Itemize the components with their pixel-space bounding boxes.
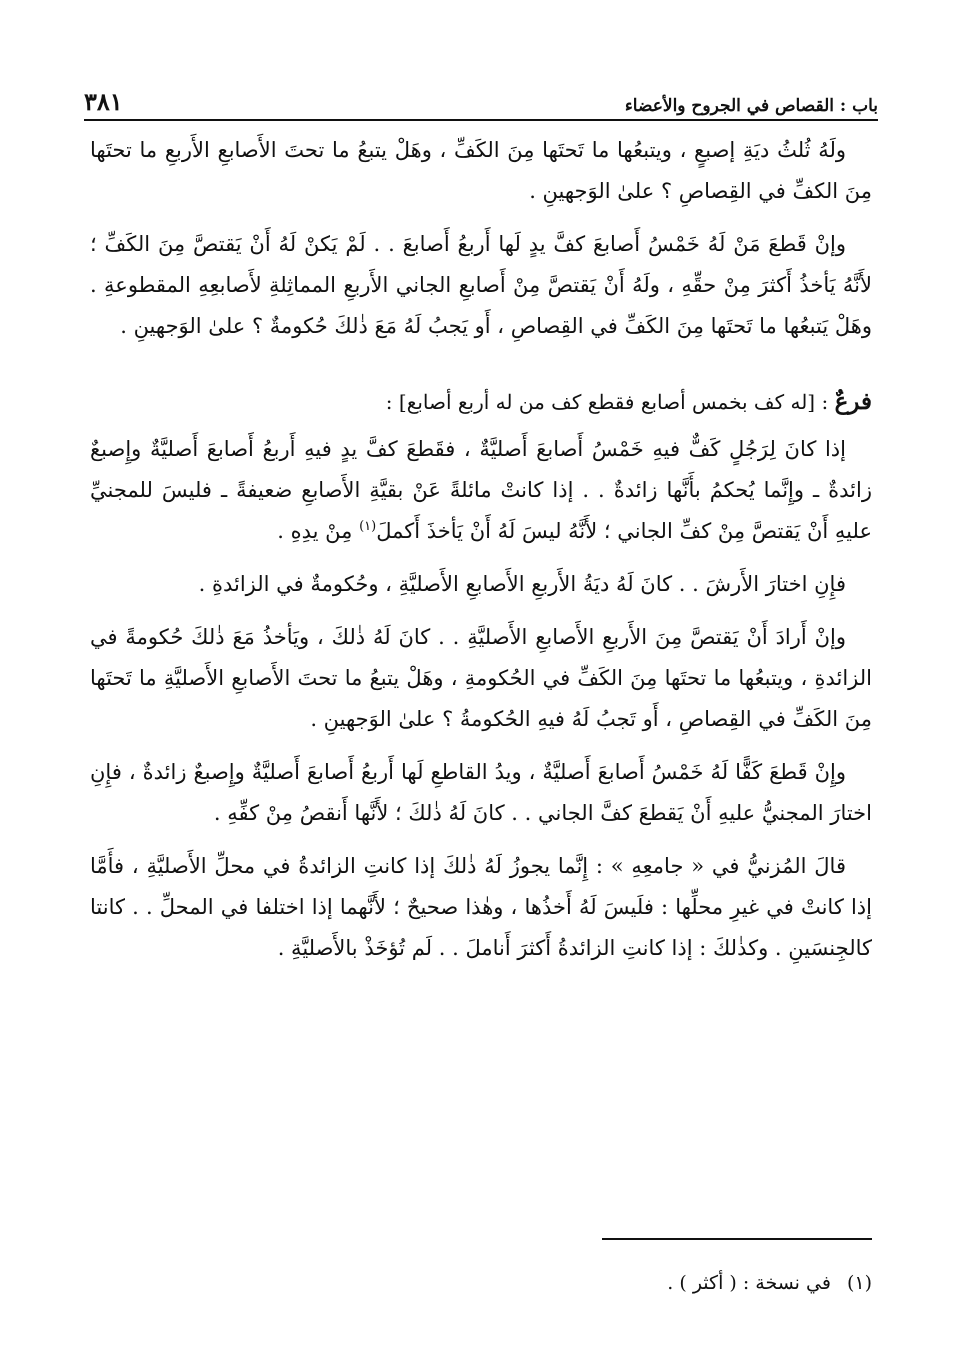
paragraph-5: وإنْ أَرادَ أَنْ يَقتصَّ مِنَ الأَربعِ الأَصابعِ الأَصليَّةِ . . كانَ لَهُ ذٰلكَ ، ويَأخذُ مَعَ ذٰلكَ حُكومةً في الزائدةِ ، ويتبعُها ما تحتَها مِنَ الكَفِّ في الحُكومةِ ، وهَلْ يتبعُ ما تحتَ الأَصابعِ الأَصليَّةِ ما تَحتَها مِنَ الكَفِّ في القِصاصِ ، أَو تَجبُ لَهُ فيهِ الحُكومةُ ؟ علىٰ الوَجهينِ .	[90, 625, 872, 731]
paragraph-3	[90, 429, 872, 552]
page-number: ٣٨١	[84, 87, 123, 116]
branch-label: فرعٌ	[834, 388, 872, 415]
page-body	[90, 130, 872, 981]
paragraph-2: وإنْ قَطعَ مَنْ لَهُ خَمْسُ أَصابعَ كفَّ يدٍ لَها أَربعُ أَصابعَ . . لَمْ يَكنْ لَهُ أَنْ يَقتصَّ مِنَ الكَفِّ ؛ لأَنَّهُ يَأخذُ أَكثرَ مِنْ حقِّهِ ، ولَهُ أَنْ يَقتصَّ مِنْ أَصابعِ الجاني الأَربعِ المماثِلةِ لأَصابعِهِ المقطوعةِ . وهَلْ يَتبعُها ما تَحتَها مِنَ الكَفِّ في القِصاصِ ، أَو يَجبُ لَهُ مَعَ ذٰلكَ حُكومةٌ ؟ علىٰ الوَجهينِ .	[90, 232, 872, 338]
branch-title: : [له كف بخمس أصابع فقطع كف من له أربع أصابع] :	[385, 390, 835, 414]
footnote-text: في نسخة : ( أكثر ) .	[667, 1272, 831, 1294]
footnote	[90, 1268, 872, 1298]
paragraph-4: فإِنِ اختارَ الأَرشَ . . كانَ لَهُ ديَةُ الأَربعِ الأَصابعِ الأَصليَّةِ ، وحُكومةٌ في الزائدةِ .	[198, 572, 846, 596]
running-title: باب : القصاص في الجروح والأعضاء	[624, 96, 878, 116]
footnote-marker: (١)	[359, 519, 377, 534]
footnote-divider	[602, 1238, 872, 1240]
page-header	[84, 86, 878, 116]
paragraph-1: ولَهُ ثُلثُ ديَةِ إصبعٍ ، ويتبعُها ما تَحتَها مِنَ الكَفِّ ، وهَلْ يتبعُ ما تحتَ الأَصابعِ الأَربعِ ما تحتَها مِنَ الكفِّ في القِصاصِ ؟ علىٰ الوَجهينِ .	[90, 138, 872, 203]
paragraph-7: قالَ المُزنيُّ في « جامعِهِ » : إِنَّما يجوزُ لَهُ ذٰلكَ إذا كانتِ الزائدةُ في محلِّ الأَصليَّةِ ، فأَمَّا إذا كانتْ في غيرِ محلِّها : فلَيسَ لَهُ أَخذُها ، وهٰذا صحيحٌ ؛ لأَنَّهما إذا اختلفا في المحلِّ . . كانتا كالجِنسَينِ . وكذٰلكَ : إذا كانتِ الزائدةُ أَكثرَ أَناملَ . . لَم تُؤخَذْ بالأَصليَّةِ .	[90, 854, 872, 960]
branch-heading	[90, 381, 872, 423]
footnote-number: (١)	[846, 1272, 872, 1294]
paragraph-3-text: إذا كانَ لِرَجُلٍ كَفٌّ فيهِ خَمْسُ أَصابعَ أَصليَّةٌ ، فقَطعَ كفَّ يدٍ فيهِ أَربعُ أَصابعَ أَصليَّةٌ وإِصبعٌ زائدةٌ ـ وإِنَّما يُحكمُ بأَنَّها زائدةٌ . . إذا كانتْ مائلةً عَنْ بقيَّةِ الأَصابعِ ضعيفةً ـ فليسَ للمجنيِّ عليهِ أَنْ يَقتصَّ مِنْ كفِّ الجاني ؛ لأَنَّهُ ليسَ لَهُ أَنْ يَأخذَ أَكملَ	[90, 437, 872, 543]
paragraph-6: وإِنْ قَطعَ كَفًّا لَهُ خَمْسُ أَصابعَ أَصليَّةٌ ، ويدُ القاطعِ لَها أَربعُ أَصابعَ أَصليَّةٌ وإِصبعٌ زائدةٌ ، فإِنِ اختارَ المجنيُّ عليهِ أَنْ يَقطعَ كفَّ الجاني . . كانَ لَهُ ذٰلكَ ؛ لأَنَّها أَنقصُ مِنْ كفِّهِ .	[90, 760, 872, 825]
header-divider	[84, 119, 878, 121]
paragraph-3-end: مِنْ يدِهِ .	[277, 519, 360, 543]
